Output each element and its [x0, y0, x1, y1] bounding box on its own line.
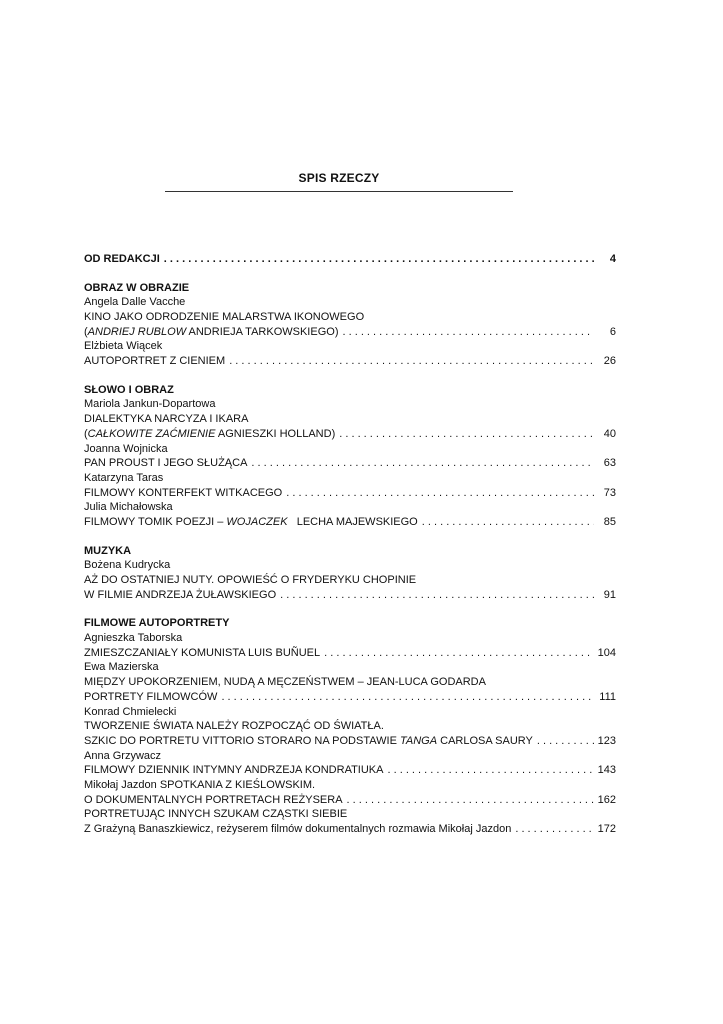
page-number: 63	[603, 457, 616, 470]
toc-entry[interactable]	[84, 646, 616, 661]
entry-title: PORTRETUJĄC INNYCH SZUKAM CZĄSTKI SIEBIE	[84, 808, 348, 821]
section-heading: OBRAZ W OBRAZIE	[84, 281, 190, 294]
page-number: 91	[603, 588, 616, 601]
author-name: Mariola Jankun-Dopartowa	[84, 398, 216, 411]
page-number: 104	[597, 646, 616, 659]
page-number: 26	[603, 355, 616, 368]
toc-entry[interactable]	[84, 515, 616, 530]
entry-title: FILMOWY KONTERFEKT WITKACEGO	[84, 486, 283, 499]
entry-title-cont: PORTRETY FILMOWCÓW	[84, 690, 218, 703]
entry-title: OD REDAKCJI	[84, 252, 160, 265]
dot-leader	[286, 486, 594, 501]
dot-leader	[422, 515, 594, 530]
dot-leader	[324, 646, 594, 661]
page-number: 143	[597, 764, 616, 777]
entry-title: DIALEKTYKA NARCYZA I IKARA	[84, 413, 249, 426]
toc-entry[interactable]	[84, 486, 616, 501]
author-name: Katarzyna Taras	[84, 471, 164, 484]
toc-entry[interactable]	[84, 354, 616, 369]
dot-leader	[537, 734, 594, 749]
page-title: SPIS RZECZY	[298, 171, 380, 185]
entry-title-cont: SZKIC DO PORTRETU VITTORIO STORARO NA PODSTAWIE TANGA CARLOSA SAURY	[84, 734, 533, 747]
page-number: 73	[603, 486, 616, 499]
toc-entry[interactable]	[84, 427, 616, 442]
section-heading: FILMOWE AUTOPORTRETY	[84, 617, 230, 630]
dot-leader	[387, 763, 593, 778]
toc-entry-od-redakcji[interactable]	[84, 252, 616, 267]
page-number: 6	[609, 325, 616, 338]
toc-entry[interactable]	[84, 763, 616, 778]
author-name: Elżbieta Wiącek	[84, 340, 163, 353]
page-number: 85	[603, 515, 616, 528]
entry-subtitle: Z Grażyną Banaszkiewicz, reżyserem filmów dokumentalnych rozmawia Mikołaj Jazdon	[84, 823, 512, 836]
title-rule	[165, 191, 513, 192]
author-name: Angela Dalle Vacche	[84, 296, 186, 309]
entry-title: TWORZENIE ŚWIATA NALEŻY ROZPOCZĄĆ OD ŚWIATŁA.	[84, 720, 384, 733]
section-heading: SŁOWO I OBRAZ	[84, 383, 174, 396]
toc-entry[interactable]	[84, 793, 616, 808]
author-name: Bożena Kudrycka	[84, 559, 171, 572]
dot-leader	[515, 822, 593, 837]
dot-leader	[251, 456, 594, 471]
author-name: Mikołaj Jazdon	[84, 778, 157, 791]
dot-leader	[280, 588, 594, 603]
page-number: 40	[603, 427, 616, 440]
page-number: 123	[597, 734, 616, 747]
page-number: 162	[597, 793, 616, 806]
entry-title: FILMOWY TOMIK POEZJI – WOJACZEK LECHA MAJEWSKIEGO	[84, 515, 418, 528]
toc-entry[interactable]	[84, 690, 616, 705]
section-heading: MUZYKA	[84, 544, 132, 557]
entry-title-cont: (CAŁKOWITE ZAĆMIENIE AGNIESZKI HOLLAND)	[84, 427, 336, 440]
toc-entry[interactable]	[84, 456, 616, 471]
entry-title: FILMOWY DZIENNIK INTYMNY ANDRZEJA KONDRATIUKA	[84, 764, 384, 777]
entry-title: AŻ DO OSTATNIEJ NUTY. OPOWIEŚĆ O FRYDERYKU CHOPINIE	[84, 574, 417, 587]
toc-entry[interactable]	[84, 822, 616, 837]
entry-title-cont: O DOKUMENTALNYCH PORTRETACH REŻYSERA	[84, 793, 343, 806]
dot-leader	[164, 252, 594, 267]
entry-title: AUTOPORTRET Z CIENIEM	[84, 355, 226, 368]
dot-leader	[347, 793, 594, 808]
page-number: 4	[609, 252, 616, 265]
entry-title: ZMIESZCZANIAŁY KOMUNISTA LUIS BUÑUEL	[84, 646, 321, 659]
dot-leader	[221, 690, 594, 705]
entry-title: KINO JAKO ODRODZENIE MALARSTWA IKONOWEGO	[84, 311, 365, 324]
author-name: Julia Michałowska	[84, 501, 173, 514]
entry-title: PAN PROUST I JEGO SŁUŻĄCA	[84, 457, 248, 470]
toc-entry[interactable]	[84, 734, 616, 749]
author-name: Agnieszka Taborska	[84, 632, 183, 645]
author-name: Anna Grzywacz	[84, 749, 162, 762]
entry-title: MIĘDZY UPOKORZENIEM, NUDĄ A MĘCZEŃSTWEM – JEAN-LUCA GODARDA	[84, 676, 486, 689]
entry-title-cont: (ANDRIEJ RUBLOW ANDRIEJA TARKOWSKIEGO)	[84, 325, 339, 338]
dot-leader	[342, 325, 594, 340]
toc-entry[interactable]	[84, 325, 616, 340]
author-name: Joanna Wojnicka	[84, 442, 168, 455]
page-number: 111	[599, 690, 616, 703]
entry-title-cont: W FILMIE ANDRZEJA ŻUŁAWSKIEGO	[84, 588, 277, 601]
toc-entry[interactable]	[84, 588, 616, 603]
author-and-title	[84, 778, 616, 793]
author-name: Konrad Chmielecki	[84, 705, 177, 718]
dot-leader	[229, 354, 594, 369]
dot-leader	[339, 427, 594, 442]
author-name: Ewa Mazierska	[84, 661, 159, 674]
page-number: 172	[597, 823, 616, 836]
entry-title: SPOTKANIA Z KIEŚLOWSKIM.	[159, 778, 316, 791]
table-of-contents	[84, 252, 616, 837]
